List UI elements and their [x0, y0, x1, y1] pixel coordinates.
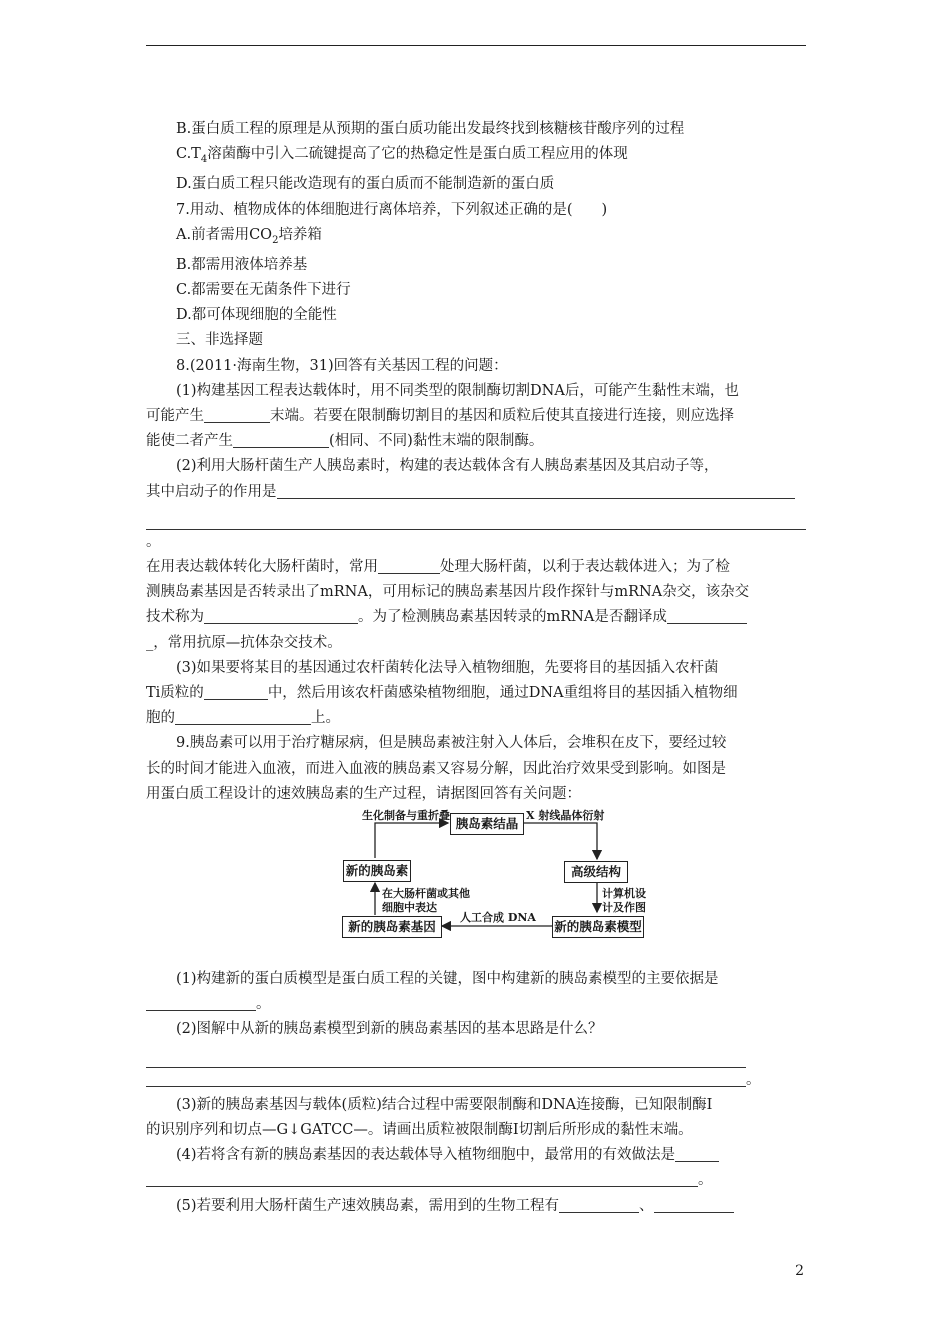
answer-blank[interactable] [146, 1070, 746, 1087]
q7-option-d: D.都可体现细胞的全能性 [176, 307, 337, 324]
box-new-insulin-gene: 新的胰岛素基因 [342, 916, 442, 938]
question-9-line1: 9.胰岛素可以用于治疗糖尿病，但是胰岛素被注射入人体后，会堆积在皮下，要经过较 [176, 735, 727, 752]
box-higher-structure: 高级结构 [564, 861, 628, 883]
q7-option-c: C.都需要在无菌条件下进行 [176, 282, 351, 298]
header-rule [146, 45, 806, 46]
label-folding: 生化制备与重折叠 [362, 809, 450, 823]
answer-blank[interactable] [146, 994, 256, 1011]
question-9-line3: 用蛋白质工程设计的速效胰岛素的生产过程，请据图回答有关问题： [146, 785, 581, 802]
q9-part2: (2)图解中从新的胰岛素模型到新的胰岛素基因的基本思路是什么？ [176, 1021, 603, 1038]
question-7: 7.用动、植物成体的体细胞进行离体培养，下列叙述正确的是( ) [176, 201, 608, 218]
question-9-line2: 长的时间才能进入血液，而进入血液的胰岛素又容易分解，因此治疗效果受到影响。如图是 [146, 760, 726, 777]
q8-part2-line4: 在用表达载体转化大肠杆菌时，常用 处理大肠杆菌，以利于表达载体进入；为了检 [146, 559, 730, 576]
question-8: 8.(2011·海南生物，31)回答有关基因工程的问题： [176, 357, 508, 374]
q9-part1-line1: (1)构建新的蛋白质模型是蛋白质工程的关键，图中构建新的胰岛素模型的主要依据是 [176, 971, 719, 988]
label-express-1: 在大肠杆菌或其他 [382, 887, 470, 901]
label-xray: X 射线晶体衍射 [526, 809, 605, 823]
document-body [146, 117, 806, 1219]
answer-blank[interactable] [146, 1170, 698, 1187]
q9-part4-line2: 。 [146, 1168, 806, 1193]
answer-blank[interactable] [675, 1145, 719, 1162]
section-heading: 三、非选择题 [176, 332, 263, 349]
answer-blank[interactable] [204, 607, 358, 624]
q8-part2-line5: 测胰岛素基因是否转录出了mRNA，可用标记的胰岛素基因片段作探针与mRNA杂交，该杂交 [146, 584, 750, 601]
page-number: 2 [795, 1263, 804, 1279]
answer-blank[interactable] [559, 1196, 639, 1213]
q8-part1-line2: 可能产生 末端。若要在限制酶切割目的基因和质粒后使其直接进行连接，则应选择 [146, 408, 734, 425]
answer-line[interactable] [146, 1043, 746, 1068]
q9-part4-line1: (4)若将含有新的胰岛素基因的表达载体导入植物细胞中，最常用的有效做法是 [146, 1143, 806, 1168]
answer-blank[interactable] [378, 557, 440, 574]
q9-part3-line2: 的识别序列和切点—G↓GATCC—。请画出质粒被限制酶Ⅰ切割后所形成的黏性末端。 [146, 1122, 693, 1139]
q7-option-a: A.前者需用$CO_2$培养箱 [176, 226, 322, 246]
label-computer-2: 计及作图 [602, 901, 646, 915]
option-c: $C.T_4$溶菌酶中引入二硫键提高了它的热稳定性是蛋白质工程应用的体现 [176, 146, 628, 166]
answer-blank[interactable] [277, 482, 795, 499]
q9-part5: (5)若要利用大肠杆菌生产速效胰岛素，需用到的生物工程有 、 [146, 1194, 806, 1219]
q8-part3-line2: Ti质粒的 中，然后用该农杆菌感染植物细胞，通过DNA重组将目的基因插入植物细 [146, 685, 738, 702]
box-insulin-crystal: 胰岛素结晶 [450, 813, 524, 835]
q8-part3-line1: (3)如果要将某目的基因通过农杆菌转化法导入植物细胞，先要将目的基因插入农杆菌 [176, 659, 719, 676]
q8-part1-line1: (1)构建基因工程表达载体时，用不同类型的限制酶切割DNA后，可能产生黏性末端，也 [176, 382, 739, 399]
answer-blank[interactable] [204, 406, 270, 423]
q8-part2-line6: 技术称为 。为了检测胰岛素基因转录的mRNA是否翻译成 [146, 605, 806, 630]
label-dna-synthesis: 人工合成 DNA [460, 911, 536, 925]
q8-part2-line1: (2)利用大肠杆菌生产人胰岛素时，构建的表达载体含有人胰岛素基因及其启动子等， [176, 458, 719, 475]
label-express-2: 细胞中表达 [382, 901, 437, 915]
q8-part2-line2: 其中启动子的作用是 [146, 480, 806, 505]
answer-blank[interactable] [654, 1196, 734, 1213]
answer-blank[interactable] [233, 431, 329, 448]
label-computer-1: 计算机设 [602, 887, 646, 901]
q9-part3-line1: (3)新的胰岛素基因与载体(质粒)结合过程中需要限制酶和DNA连接酶，已知限制酶Ⅰ [176, 1096, 713, 1113]
q8-part2-end: 。 [146, 533, 161, 550]
q7-option-b: B.都需用液体培养基 [176, 256, 308, 273]
insulin-production-diagram [342, 809, 646, 959]
box-new-insulin: 新的胰岛素 [343, 860, 411, 882]
q9-part2-answer: 。 [146, 1068, 806, 1093]
option-b: B.蛋白质工程的原理是从预期的蛋白质功能出发最终找到核糖核苷酸序列的过程 [176, 121, 685, 137]
q8-part2-line7: _，常用抗原—抗体杂交技术。 [146, 634, 342, 651]
answer-line[interactable] [146, 505, 806, 530]
box-new-insulin-model: 新的胰岛素模型 [552, 916, 644, 938]
answer-blank[interactable] [667, 607, 747, 624]
answer-blank[interactable] [175, 708, 311, 725]
answer-blank[interactable] [204, 683, 268, 700]
q8-part1-line3: 能使二者产生 (相同、不同)黏性末端的限制酶。 [146, 433, 544, 450]
q9-part1-line2: 。 [146, 992, 806, 1017]
q8-part3-line3: 胞的 上。 [146, 710, 340, 727]
option-d: D.蛋白质工程只能改造现有的蛋白质而不能制造新的蛋白质 [176, 176, 555, 193]
